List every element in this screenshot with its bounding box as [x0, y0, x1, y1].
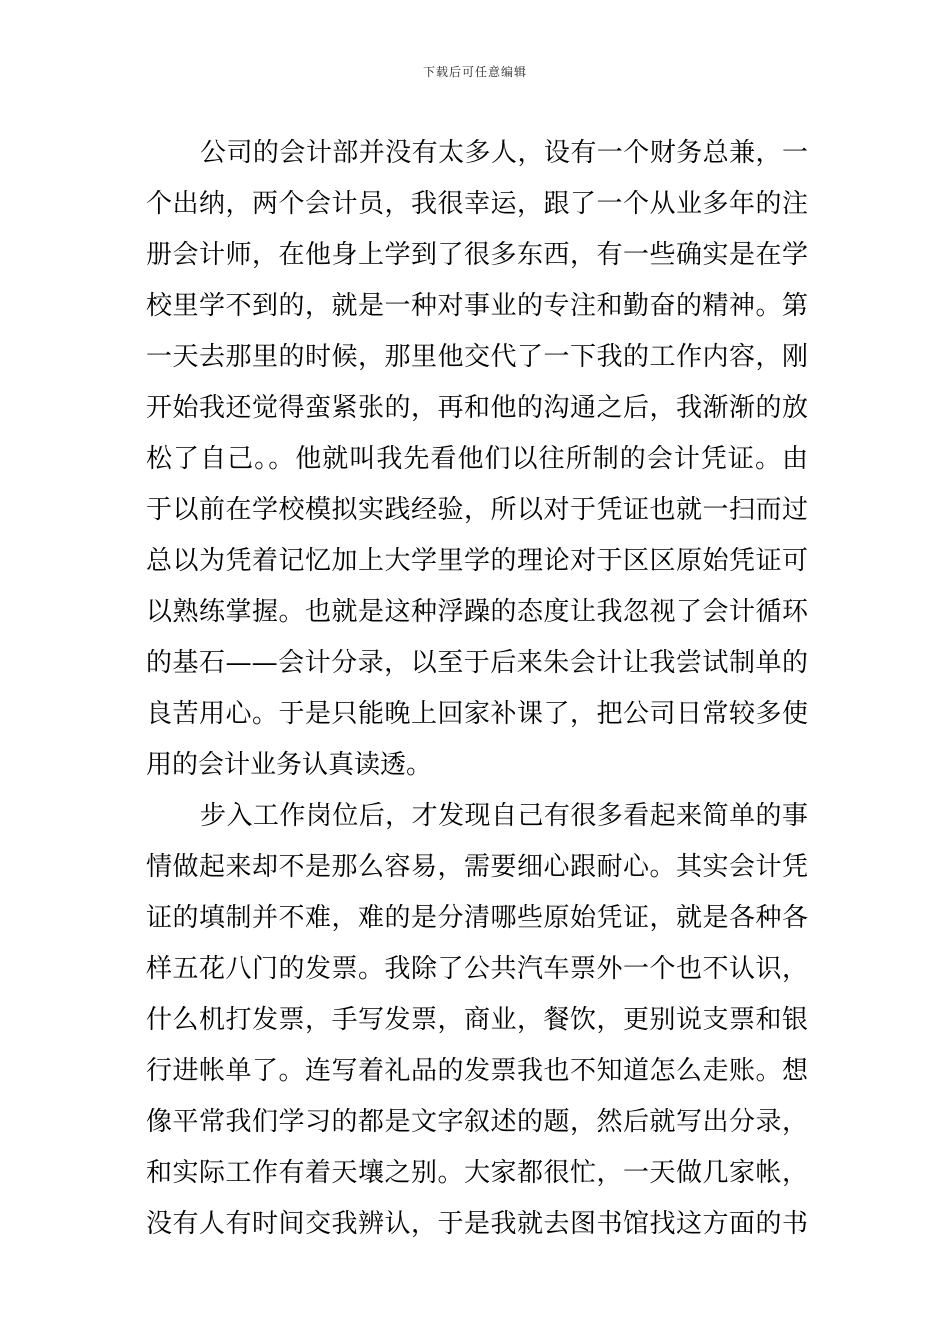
text-line: 步入工作岗位后，才发现自己有很多看起来简单的事 — [200, 801, 808, 831]
paragraph-1 — [146, 128, 808, 791]
text-line: 校里学不到的，就是一种对事业的专注和勤奋的精神。第 — [146, 291, 808, 321]
text-line: 开始我还觉得蛮紧张的，再和他的沟通之后，我渐渐的放 — [146, 393, 808, 423]
text-line: 的基石——会计分录，以至于后来朱会计让我尝试制单的 — [146, 648, 808, 678]
text-line: 用的会计业务认真读透。 — [146, 750, 433, 780]
text-line: 样五花八门的发票。我除了公共汽车票外一个也不认识， — [146, 954, 808, 984]
document-body — [146, 128, 808, 1250]
text-line: 和实际工作有着天壤之别。大家都很忙，一天做几家帐， — [146, 1158, 808, 1188]
text-line: 公司的会计部并没有太多人，设有一个财务总兼，一 — [200, 138, 808, 168]
text-line: 松了自己。。他就叫我先看他们以往所制的会计凭证。由 — [146, 444, 808, 474]
text-line: 良苦用心。于是只能晚上回家补课了，把公司日常较多使 — [146, 699, 808, 729]
text-line: 于以前在学校模拟实践经验，所以对于凭证也就一扫而过 — [146, 495, 808, 525]
paragraph-2 — [146, 791, 808, 1250]
text-line: 情做起来却不是那么容易，需要细心跟耐心。其实会计凭 — [146, 852, 808, 882]
text-line: 总以为凭着记忆加上大学里学的理论对于区区原始凭证可 — [146, 546, 808, 576]
text-line: 行进帐单了。连写着礼品的发票我也不知道怎么走账。想 — [146, 1056, 808, 1086]
page-header: 下载后可任意编辑 — [422, 65, 527, 79]
text-line: 证的填制并不难，难的是分清哪些原始凭证，就是各种各 — [146, 903, 808, 933]
text-line: 什么机打发票，手写发票，商业，餐饮，更别说支票和银 — [146, 1005, 808, 1035]
text-line: 一天去那里的时候，那里他交代了一下我的工作内容，刚 — [146, 342, 808, 372]
text-line: 以熟练掌握。也就是这种浮躁的态度让我忽视了会计循环 — [146, 597, 808, 627]
text-line: 像平常我们学习的都是文字叙述的题，然后就写出分录， — [146, 1107, 808, 1137]
text-line: 册会计师，在他身上学到了很多东西，有一些确实是在学 — [146, 240, 808, 270]
text-line: 没有人有时间交我辨认，于是我就去图书馆找这方面的书 — [146, 1209, 808, 1239]
text-line: 个出纳，两个会计员，我很幸运，跟了一个从业多年的注 — [146, 189, 808, 219]
